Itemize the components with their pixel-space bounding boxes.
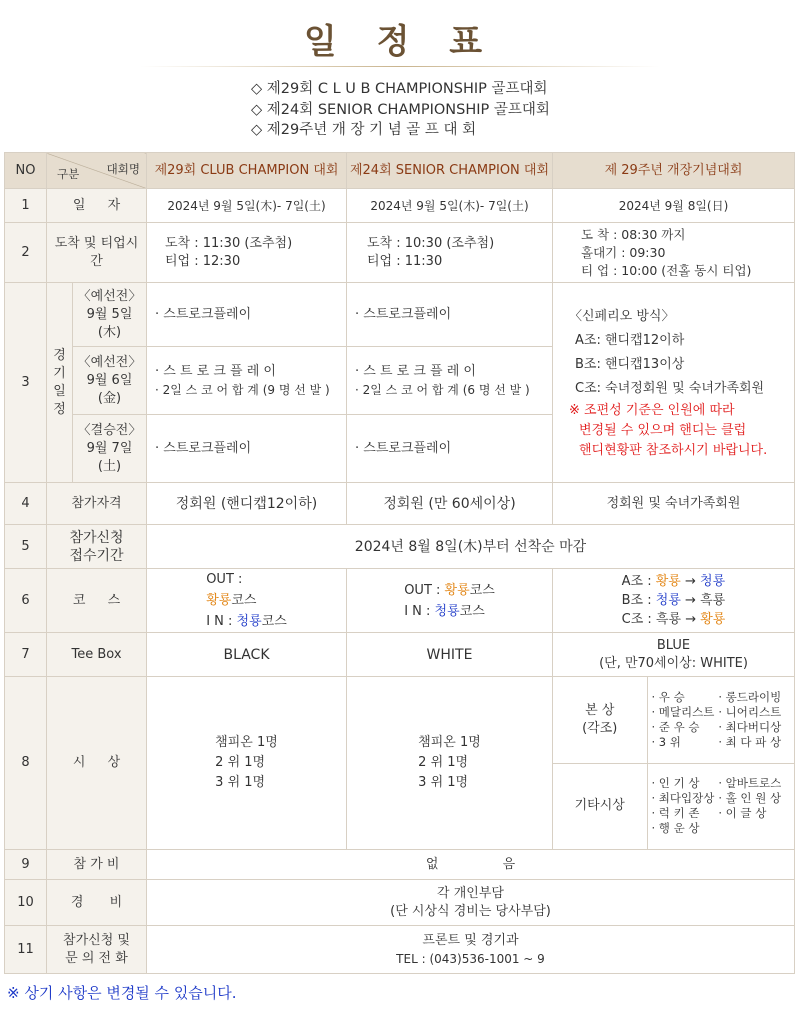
eligibility-senior: 정회원 (만 60세이상) — [347, 483, 553, 525]
table-row — [5, 525, 795, 569]
stage-day: (木) — [97, 324, 122, 340]
etc-prize-list — [647, 763, 794, 849]
title-divider — [140, 66, 660, 67]
stage-day1 — [73, 283, 147, 347]
arrival-time: 도착 : 10:30 (조추첨) — [367, 235, 495, 251]
row-number: 1 — [5, 189, 47, 223]
row-label: 시 상 — [47, 677, 147, 850]
stage-date: 9월 5일 — [86, 306, 133, 322]
row-number: 2 — [5, 223, 47, 283]
stage-day: (土) — [97, 458, 122, 474]
teeup-time: 티업 : 12:30 — [165, 253, 241, 269]
arrival-senior — [347, 223, 553, 283]
notice-line: 핸디현황판 참조하시기 바랍니다. — [579, 442, 768, 458]
label-char: 정 — [53, 401, 66, 417]
award-item: · 준 우 승 — [651, 719, 700, 734]
teebox-color: BLUE — [656, 637, 691, 653]
stage-name: 〈결승전〉 — [77, 422, 142, 438]
schedule-table — [4, 152, 795, 974]
course-suffix: 코스 — [459, 603, 485, 619]
group-a: A조: 핸디캡12이하 — [575, 332, 685, 348]
format-senior-day3: · 스트로크플레이 — [347, 415, 553, 483]
header-anniversary: 제 29주년 개장기념대회 — [553, 153, 795, 189]
stage-day2 — [73, 347, 147, 415]
award-item: · 롱드라이빙 — [718, 689, 782, 704]
label-line: 접수기간 — [69, 547, 124, 564]
format-club-day2 — [147, 347, 347, 415]
award-item: · 인 기 상 — [651, 776, 700, 791]
label-char: 기 — [53, 365, 66, 381]
award-item: · 최 다 파 상 — [718, 734, 782, 749]
award-item: · 우 승 — [651, 689, 685, 704]
table-row — [5, 189, 795, 223]
row-number: 10 — [5, 880, 47, 926]
teebox-anniversary — [553, 633, 795, 677]
arrow-icon: → — [685, 574, 696, 589]
row-label — [47, 926, 147, 974]
date-club: 2024년 9월 5일(木)- 7일(土) — [147, 189, 347, 223]
table-row — [5, 880, 795, 926]
teeup-time: 티업 : 11:30 — [367, 253, 443, 269]
eligibility-club: 정회원 (핸디캡12이하) — [147, 483, 347, 525]
course-suffix: 코스 — [231, 593, 257, 608]
table-row — [5, 633, 795, 677]
table-header-row — [5, 153, 795, 189]
course-cheongryong: 청룡 — [236, 614, 262, 629]
table-row — [5, 850, 795, 880]
table-row — [5, 483, 795, 525]
prize-senior — [347, 677, 553, 850]
course-club — [147, 569, 347, 633]
row-label-vertical — [47, 283, 73, 483]
course-out-label: OUT : — [404, 582, 441, 598]
label-line: 문 의 전 화 — [65, 950, 128, 966]
format-senior-day2 — [347, 347, 553, 415]
award-item: · 3 위 — [651, 734, 681, 749]
row-label: 참가자격 — [47, 483, 147, 525]
award-item: · 최다입장상 — [651, 791, 715, 806]
teeup-time: 티 업 : 10:00 (전홀 동시 티업) — [581, 262, 752, 278]
footer-note: ※ 상기 사항은 변경될 수 있습니다. — [7, 984, 237, 1002]
label-line: (각조) — [582, 720, 618, 736]
course-cheongryong: 청룡 — [434, 603, 460, 619]
stage-date: 9월 6일 — [86, 372, 133, 388]
date-senior: 2024년 9월 5일(木)- 7일(土) — [347, 189, 553, 223]
course-suffix: 코스 — [261, 614, 287, 629]
label-line: 본 상 — [585, 702, 615, 718]
award-item: · 럭 키 존 — [651, 806, 700, 821]
award-item: · 알바트로스 — [718, 776, 782, 791]
header-club-champion: 제29회 CLUB CHAMPION 대회 — [147, 153, 347, 189]
group-b: B조: 핸디캡13이상 — [575, 356, 685, 372]
course-cheongryong: 청룡 — [700, 574, 726, 589]
intro-item: ◇ 제24회 SENIOR CHAMPIONSHIP 골프대회 — [251, 101, 550, 118]
table-row — [5, 223, 795, 283]
format-club-day3: · 스트로크플레이 — [147, 415, 347, 483]
row-number: 3 — [5, 283, 47, 483]
format-line: · 스 트 로 크 플 레 이 — [355, 363, 476, 379]
arrival-time: 도 착 : 08:30 까지 — [581, 226, 686, 242]
stage-date: 9월 7일 — [86, 440, 133, 456]
award-item: · 최다버디상 — [718, 719, 782, 734]
course-out-label: OUT : — [206, 572, 243, 587]
format-anniversary — [553, 283, 795, 483]
table-row — [5, 677, 795, 850]
stage-day: (金) — [97, 390, 122, 406]
group-a-label: A조 : — [621, 574, 652, 589]
header-corner — [47, 153, 147, 189]
format-line: · 2일 스 코 어 합 계 (9 명 선 발 ) — [155, 382, 330, 397]
course-hwangryong: 황룡 — [655, 574, 681, 589]
row-label: 일 자 — [47, 189, 147, 223]
intro-list — [251, 79, 671, 141]
contact — [147, 926, 795, 974]
main-prize-list — [647, 677, 794, 763]
eligibility-anniversary: 정회원 및 숙녀가족회원 — [553, 483, 795, 525]
stage-name: 〈예선전〉 — [77, 354, 142, 370]
row-label: 참 가 비 — [47, 850, 147, 880]
row-number: 7 — [5, 633, 47, 677]
row-number: 4 — [5, 483, 47, 525]
arrival-anniversary — [553, 223, 795, 283]
expense-line: 각 개인부담 — [437, 885, 504, 901]
page-title: 일 정 표 — [303, 22, 497, 62]
prize-anniversary — [553, 677, 795, 850]
intro-item: ◇ 제29회 C L U B CHAMPIONSHIP 골프대회 — [251, 81, 548, 97]
table-row — [5, 569, 795, 633]
prize-line: 3 위 1명 — [215, 775, 266, 790]
arrow-icon: → — [685, 593, 696, 608]
table-row — [5, 926, 795, 974]
contact-phone: TEL : (043)536-1001 ~ 9 — [396, 951, 545, 966]
stage-name: 〈예선전〉 — [77, 288, 142, 304]
label-line: 참가신청 — [69, 529, 124, 546]
course-senior — [347, 569, 553, 633]
course-heukryong: 흑룡 — [655, 612, 682, 627]
expenses — [147, 880, 795, 926]
format-method: 〈신페리오 방식〉 — [569, 308, 675, 324]
row-label: 도착 및 티업시간 — [47, 223, 147, 283]
row-label — [47, 525, 147, 569]
prize-line: 챔피온 1명 — [215, 735, 278, 750]
row-number: 5 — [5, 525, 47, 569]
arrow-icon: → — [685, 612, 697, 627]
course-hwangryong: 황룡 — [444, 582, 470, 598]
row-number: 11 — [5, 926, 47, 974]
course-cheongryong: 청룡 — [655, 593, 681, 608]
row-number: 6 — [5, 569, 47, 633]
registration-period: 2024년 8월 8일(木)부터 선착순 마감 — [147, 525, 795, 569]
group-c-label: C조 : — [621, 612, 652, 627]
header-no: NO — [5, 153, 47, 189]
prize-subtable — [553, 677, 794, 849]
notice-line: ※ 조편성 기준은 인원에 따라 — [569, 402, 735, 418]
course-heukryong: 흑룡 — [700, 593, 726, 608]
etc-prize-label: 기타시상 — [553, 763, 647, 849]
entry-fee: 없 음 — [147, 850, 795, 880]
notice-line: 변경될 수 있으며 핸디는 클럽 — [579, 422, 747, 438]
prize-line: 3 위 1명 — [418, 775, 469, 790]
course-hwangryong: 황룡 — [206, 593, 232, 608]
format-line: · 2일 스 코 어 합 계 (6 명 선 발 ) — [355, 382, 530, 397]
header-corner-top: 대회명 — [106, 162, 140, 176]
arrival-time: 도착 : 11:30 (조추첨) — [165, 235, 293, 251]
row-label: Tee Box — [47, 633, 147, 677]
prize-line: 2 위 1명 — [215, 755, 266, 770]
teebox-note: (단, 만70세이상: WHITE) — [599, 655, 748, 671]
expense-line: (단 시상식 경비는 당사부담) — [390, 903, 551, 919]
header-senior-champion: 제24회 SENIOR CHAMPION 대회 — [347, 153, 553, 189]
label-char: 경 — [53, 347, 66, 363]
teebox-senior: WHITE — [347, 633, 553, 677]
hold-time: 홀대기 : 09:30 — [581, 244, 666, 260]
prize-line: 2 위 1명 — [418, 755, 469, 770]
format-club-day1: · 스트로크플레이 — [147, 283, 347, 347]
prize-club — [147, 677, 347, 850]
course-in-label: I N : — [206, 614, 233, 629]
date-anniversary: 2024년 9월 8일(日) — [553, 189, 795, 223]
intro-item: ◇ 제29주년 개 장 기 념 골 프 대 회 — [251, 122, 477, 138]
format-senior-day1: · 스트로크플레이 — [347, 283, 553, 347]
prize-line: 챔피온 1명 — [418, 735, 481, 750]
row-label: 코 스 — [47, 569, 147, 633]
award-item: · 니어리스트 — [718, 704, 782, 719]
award-item: · 메달리스트 — [651, 704, 715, 719]
row-number: 8 — [5, 677, 47, 850]
table-row — [5, 283, 795, 347]
course-hwangryong: 황룡 — [700, 612, 726, 627]
group-b-label: B조 : — [621, 593, 652, 608]
main-prize-label — [553, 677, 647, 763]
row-number: 9 — [5, 850, 47, 880]
stage-day3 — [73, 415, 147, 483]
format-line: · 스 트 로 크 플 레 이 — [155, 363, 276, 379]
contact-line: 프론트 및 경기과 — [422, 932, 519, 948]
course-suffix: 코스 — [469, 582, 495, 598]
group-c: C조: 숙녀정회원 및 숙녀가족회원 — [575, 380, 765, 396]
course-anniversary — [553, 569, 795, 633]
row-label: 경 비 — [47, 880, 147, 926]
label-line: 참가신청 및 — [63, 932, 130, 948]
award-item: · 행 운 상 — [651, 821, 700, 836]
award-item: · 홀 인 원 상 — [718, 791, 782, 806]
header-corner-bottom: 구분 — [57, 167, 80, 181]
award-item: · 이 글 상 — [718, 806, 767, 821]
teebox-club: BLACK — [147, 633, 347, 677]
arrival-club — [147, 223, 347, 283]
label-char: 일 — [53, 383, 66, 399]
course-in-label: I N : — [404, 603, 431, 619]
